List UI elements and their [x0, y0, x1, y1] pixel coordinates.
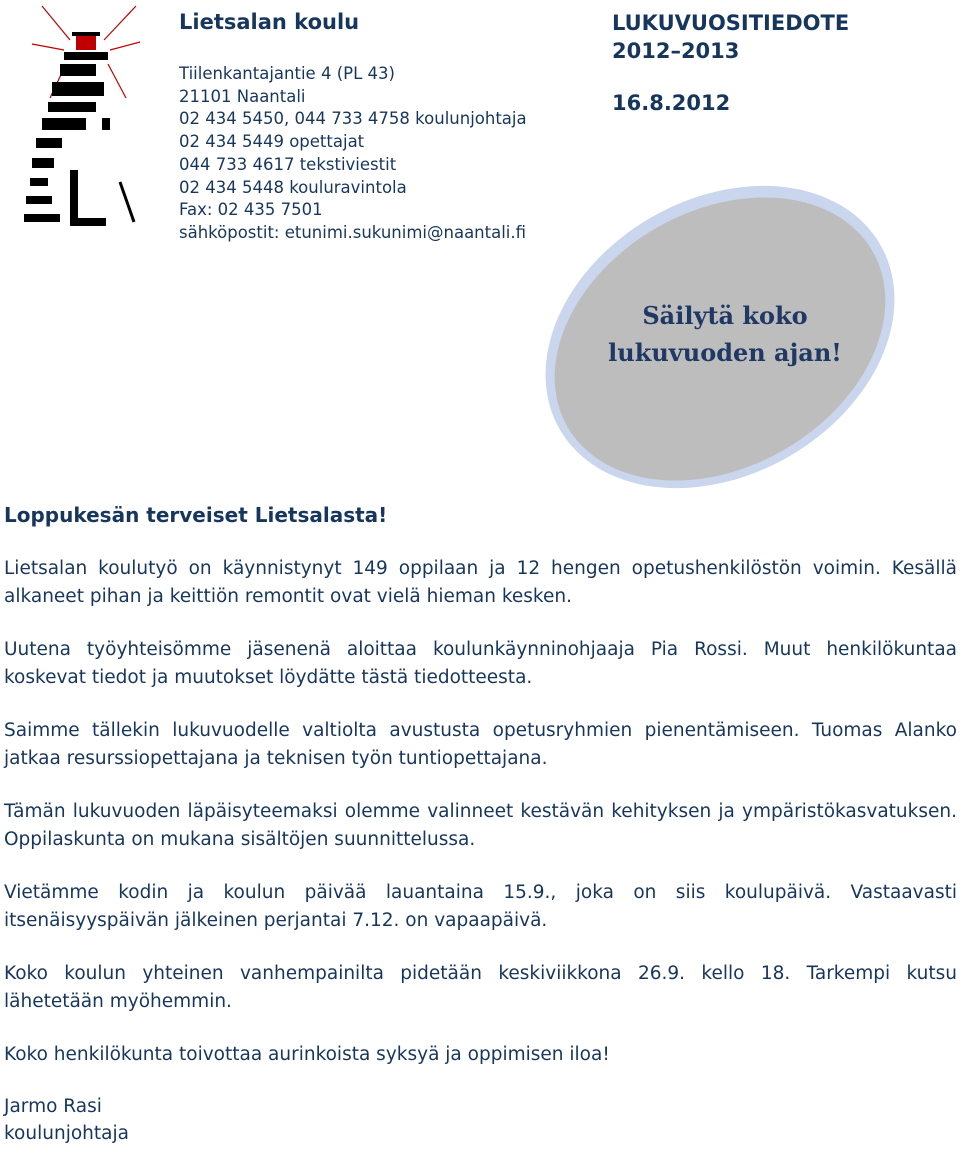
letter-body	[4, 500, 957, 1148]
document-title	[612, 9, 849, 65]
signature	[4, 1093, 957, 1148]
document-date: 16.8.2012	[612, 91, 731, 115]
contact-address: Tiilenkantajantie 4 (PL 43)	[179, 64, 395, 83]
contact-phone-restaurant: 02 434 5448 kouluravintola	[179, 177, 407, 197]
badge-line1: Säilytä koko	[642, 301, 808, 330]
paragraph-staff-count: Lietsalan koulutyö on käynnistynyt 149 oppilaan ja 12 hengen opetushenkilöstön voimin. Kesällä alkaneet pihan ja keittiön remontit ovat vielä hieman kesken.	[4, 558, 957, 607]
lighthouse-logo	[22, 2, 142, 234]
contact-fax: Fax: 02 435 7501	[179, 200, 323, 220]
signature-title: koulunjohtaja	[4, 1123, 129, 1144]
contact-phone-teachers: 02 434 5449 opettajat	[179, 132, 365, 152]
paragraph-parents-evening: Koko koulun yhteinen vanhempainilta pidetään keskiviikkona 26.9. kello 18. Tarkempi kutsu lähetetään myöhemmin.	[4, 963, 957, 1012]
contact-phone-principal: 02 434 5450, 044 733 4758 koulunjohtaja	[179, 109, 527, 129]
document-title-line1: LUKUVUOSITIEDOTE	[612, 11, 850, 35]
contact-block	[179, 63, 527, 245]
document-title-line2: 2012–2013	[612, 39, 740, 63]
school-name: Lietsalan koulu	[179, 10, 360, 34]
paragraph-school-day: Vietämme kodin ja koulun päivää lauantaina 15.9., joka on siis koulupäivä. Vastaavasti itsenäisyyspäivän jälkeinen perjantai 7.12. on vapaapäivä.	[4, 882, 957, 931]
contact-postal: 21101 Naantali	[179, 86, 306, 106]
paragraph-greeting: Koko henkilökunta toivottaa aurinkoista syksyä ja oppimisen iloa!	[4, 1044, 610, 1065]
badge-text	[580, 297, 870, 371]
signature-name: Jarmo Rasi	[4, 1095, 102, 1117]
paragraph-new-staff: Uutena työyhteisömme jäsenenä aloittaa koulunkäynninohjaaja Pia Rossi. Muut henkilökuntaa koskevat tiedot ja muutokset löydätte tästä tiedotteesta.	[4, 639, 957, 688]
paragraph-theme: Tämän lukuvuoden läpäisyteemaksi olemme valinneet kestävän kehityksen ja ympäristökasvatuksen. Oppilaskunta on mukana sisältöjen suunnittelussa.	[4, 801, 957, 850]
letter-heading: Loppukesän terveiset Lietsalasta!	[4, 503, 388, 527]
contact-sms: 044 733 4617 tekstiviestit	[179, 154, 397, 174]
badge-line2: lukuvuoden ajan!	[608, 338, 842, 367]
contact-email: sähköpostit: etunimi.sukunimi@naantali.fi	[179, 222, 527, 242]
paragraph-grant: Saimme tällekin lukuvuodelle valtiolta avustusta opetusryhmien pienentämiseen. Tuomas Alanko jatkaa resurssiopettajana ja teknisen työn tuntiopettajana.	[4, 720, 957, 769]
